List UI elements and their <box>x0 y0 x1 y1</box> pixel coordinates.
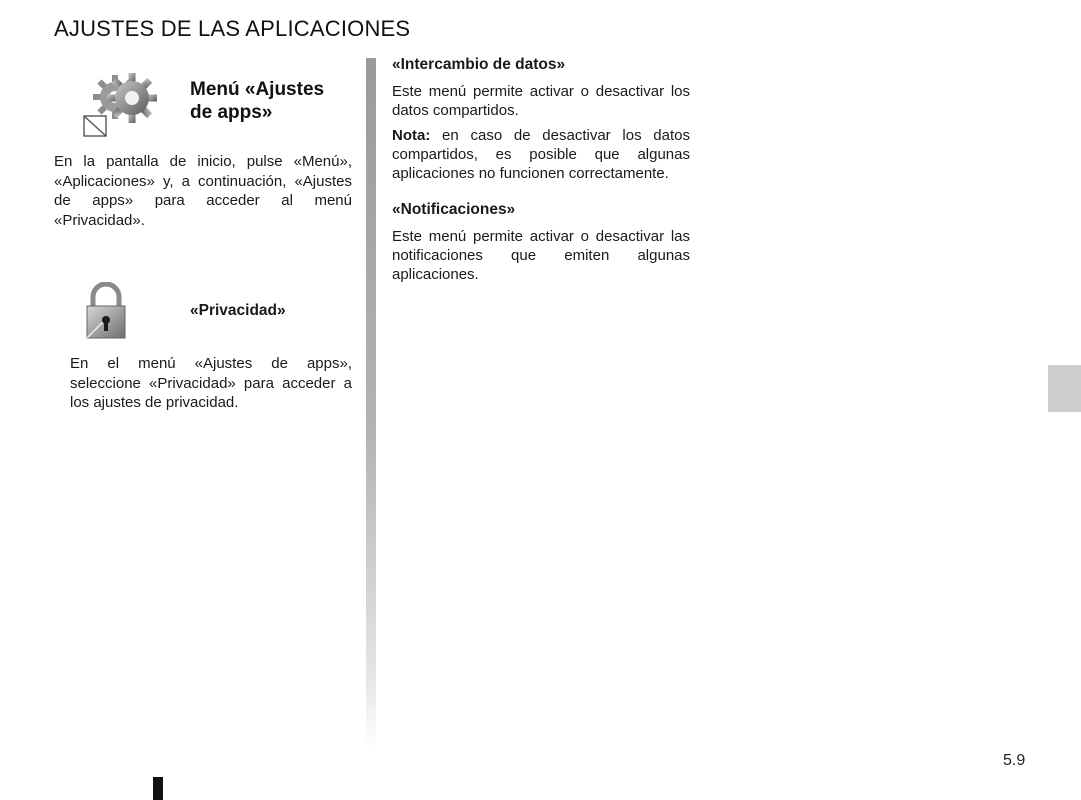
notifications-title: «Notificaciones» <box>392 201 516 218</box>
menu-title <box>190 78 324 124</box>
gear-settings-icon <box>82 70 162 140</box>
crop-mark <box>153 777 163 800</box>
page-number: 5.9 <box>1003 752 1026 769</box>
data-exchange-title: «Intercambio de datos» <box>392 56 566 73</box>
menu-title-line1: Menú «Ajustes <box>190 79 325 100</box>
column-divider <box>366 58 376 748</box>
privacy-text: En el menú «Ajustes de apps», seleccione «Privacidad» para acceder a los ajustes de privacidad. <box>70 355 352 411</box>
menu-title-line2: de apps» <box>190 102 273 123</box>
note-label: Nota: <box>392 127 431 144</box>
intro-text: En la pantalla de inicio, pulse «Menú», «Aplicaciones» y, a continuación, «Ajustes de apps» para acceder al menú «Privacidad». <box>54 153 352 229</box>
notifications-text: Este menú permite activar o desactivar las notificaciones que emiten algunas aplicaciones. <box>392 228 690 283</box>
data-exchange-text: Este menú permite activar o desactivar los datos compartidos. <box>392 83 690 119</box>
note-paragraph <box>392 126 690 183</box>
section-tab <box>1048 365 1081 412</box>
right-column <box>392 56 690 290</box>
padlock-icon <box>84 282 128 340</box>
note-text: en caso de desactivar los datos compartidos, es posible que algunas aplicaciones no funcionen correctamente. <box>392 127 690 182</box>
page-title: AJUSTES DE LAS APLICACIONES <box>54 16 411 41</box>
privacy-title: «Privacidad» <box>190 302 286 319</box>
